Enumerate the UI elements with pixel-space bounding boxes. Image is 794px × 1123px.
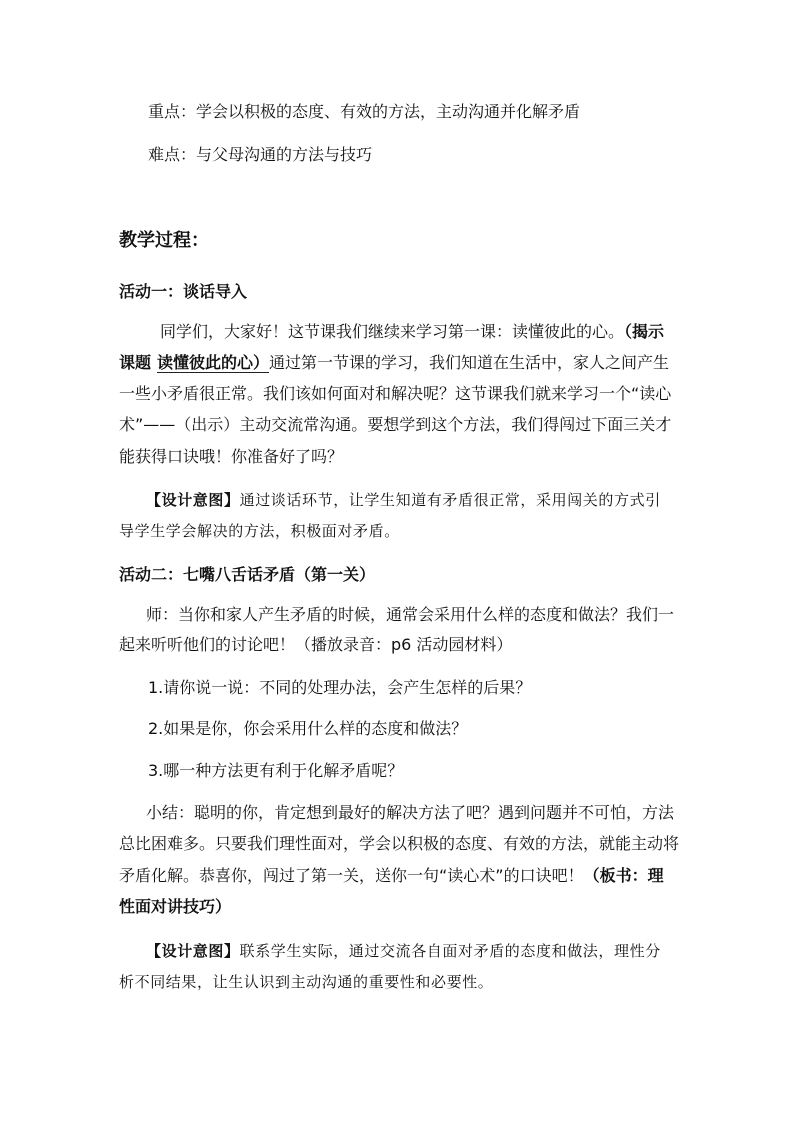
- activity1-title: 活动一：谈话导入: [119, 282, 248, 301]
- activity2-para-line-1: 师：当你和家人产生矛盾的时候，通常会采用什么样的态度和做法？我们一: [146, 605, 675, 624]
- question-3: 3.哪一种方法更有利于化解矛盾呢？: [148, 761, 404, 780]
- activity2-design-line-2: 析不同结果，让生认识到主动沟通的重要性和必要性。: [119, 973, 494, 991]
- activity1-line-4: 术”——（出示）主动交流常沟通。要想学到这个方法，我们得闯过下面三关才: [119, 415, 672, 434]
- activity1-design-line-1: 【设计意图】通过谈话环节，让学生知道有矛盾很正常，采用闯关的方式引: [146, 491, 661, 509]
- activity1-design-line-2: 导学生学会解决的方法，积极面对矛盾。: [119, 522, 400, 540]
- summary-line-3: 矛盾化解。恭喜你，闯过了第一关，送你一句“读心术”的口诀吧！（板书：理: [119, 866, 664, 885]
- activity1-line-3: 一些小矛盾很正常。我们该如何面对和解决呢？这节课我们就来学习一个“读心: [119, 384, 672, 403]
- activity1-line-2: 课题 读懂彼此的心）通过第一节课的学习，我们知道在生活中，家人之间产生: [119, 353, 670, 372]
- question-2: 2.如果是你，你会采用什么样的态度和做法？: [148, 719, 468, 738]
- question-1: 1.请你说一说：不同的处理办法，会产生怎样的后果？: [148, 678, 532, 697]
- difficulty-point: 难点：与父母沟通的方法与技巧: [148, 145, 373, 164]
- summary-line-2: 总比困难多。只要我们理性面对，学会以积极的态度、有效的方法，就能主动将: [119, 834, 680, 853]
- activity2-para-line-2: 起来听听他们的讨论吧！（播放录音：p6 活动园材料）: [119, 635, 513, 654]
- process-heading: 教学过程：: [119, 230, 209, 251]
- activity2-design-line-1: 【设计意图】联系学生实际，通过交流各自面对矛盾的态度和做法，理性分: [146, 942, 661, 960]
- activity1-line-1: 同学们，大家好！这节课我们继续来学习第一课：读懂彼此的心。（揭示: [160, 322, 665, 341]
- summary-line-4: 性面对讲技巧）: [119, 897, 232, 916]
- activity2-title: 活动二：七嘴八舌话矛盾（第一关）: [119, 565, 376, 584]
- summary-line-1: 小结：聪明的你，肯定想到最好的解决方法了吧？遇到问题并不可怕，方法: [146, 803, 675, 822]
- key-point: 重点：学会以积极的态度、有效的方法，主动沟通并化解矛盾: [148, 102, 581, 121]
- activity1-line-5: 能获得口诀哦！你准备好了吗？: [119, 447, 344, 466]
